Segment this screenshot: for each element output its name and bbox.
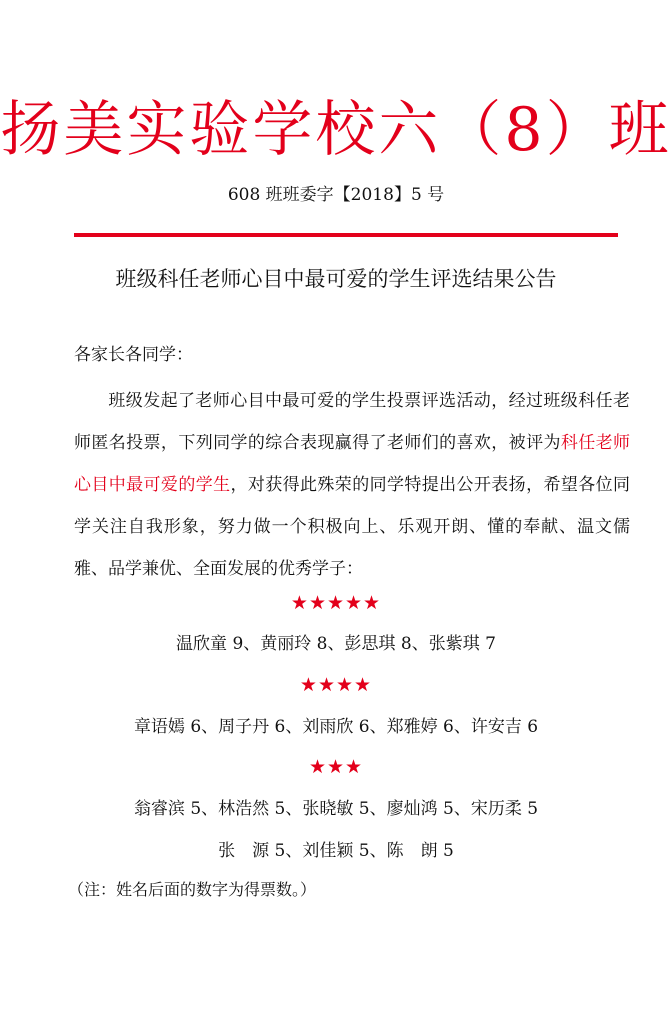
four-star-winners: 章语嫣 6、周子丹 6、刘雨欣 6、郑雅婷 6、许安吉 6 [133,717,539,737]
body-text-part1: 班级发起了老师心目中最可爱的学生投票评选活动，经过班级科任老师匿名投票，下列同学的综合表现赢得了老师们的喜欢，被评为 [74,391,630,453]
masthead-title: 扬美实验学校六（8）班 [0,95,672,165]
document-number: 608 班班委字【2018】5 号 [227,185,445,205]
five-star-rating: ★★★★★ [290,592,382,614]
footnote: （注：姓名后面的数字为得票数。） [68,880,317,899]
body-text-part2: ，对获得此殊荣的同学特提出公开表扬，希望各位同学关注自我形象，努力做一个积极向上、乐观开朗、懂的奉献、温文儒雅、品学兼优、全面发展的优秀学子： [74,475,630,579]
five-star-winners: 温欣童 9、黄丽玲 8、彭思琪 8、张紫琪 7 [176,634,496,654]
red-divider-line [74,233,618,237]
three-star-winners-line1: 翁睿滨 5、林浩然 5、张晓敏 5、廖灿鸿 5、宋历柔 5 [133,799,539,819]
four-star-rating: ★★★★ [299,674,373,696]
three-star-rating: ★★★ [308,756,364,778]
award-title-highlight: 科任老师心目中最可爱的学生 [74,433,631,495]
three-star-winners-line2: 张 源 5、刘佳颖 5、陈 朗 5 [218,841,454,861]
announcement-body [74,380,630,590]
announcement-title: 班级科任老师心目中最可爱的学生评选结果公告 [115,267,557,291]
salutation: 各家长各同学： [74,345,193,365]
